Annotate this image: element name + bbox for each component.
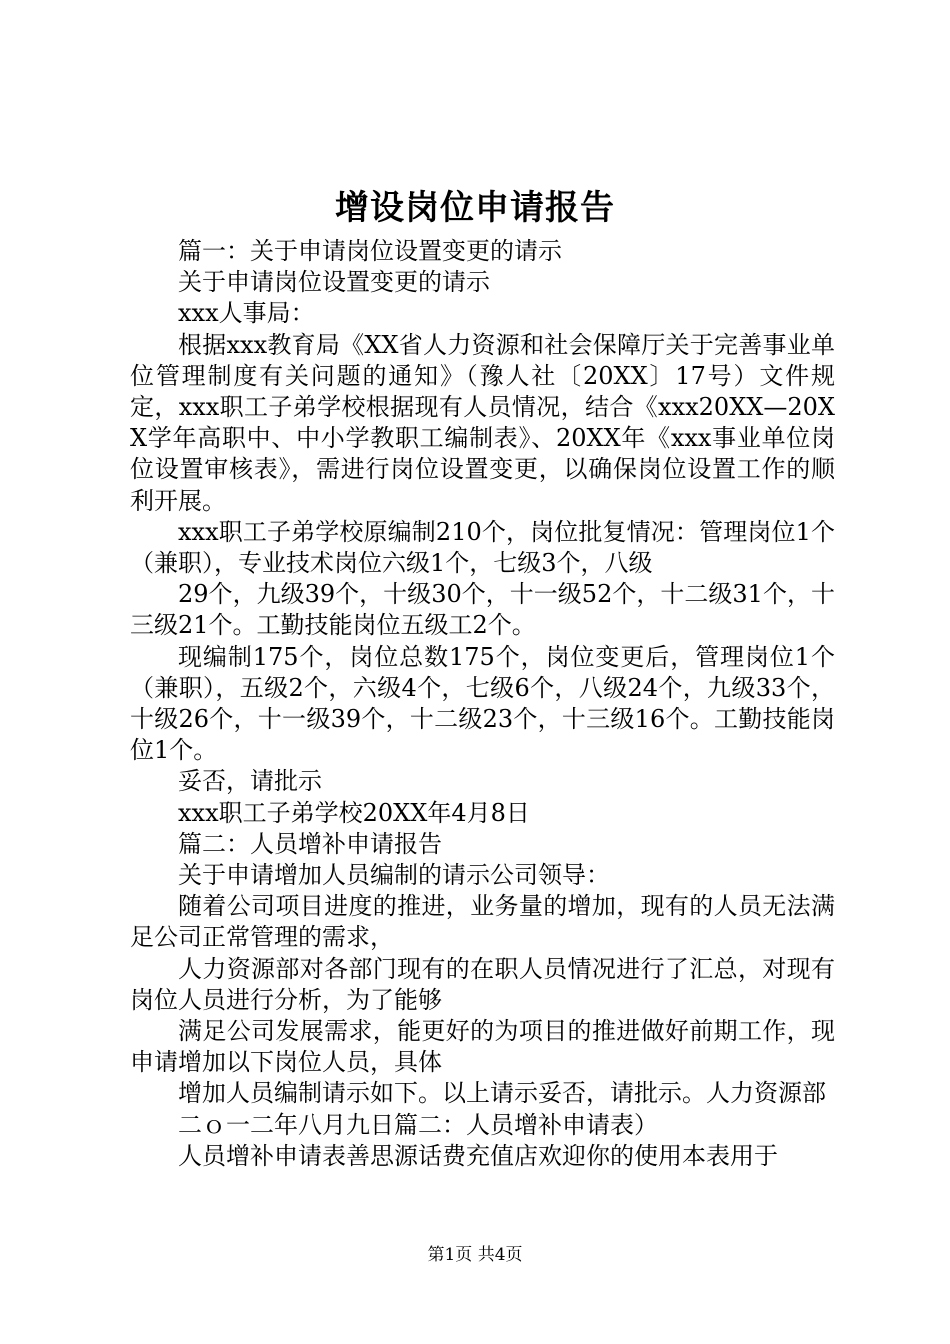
- section-heading: 篇二：人员增补申请报告: [178, 829, 442, 858]
- salutation: xxx人事局：: [178, 299, 315, 328]
- paragraph: 人力资源部对各部门现有的在职人员情况进行了汇总，对现有岗位人员进行分析，为了能够: [130, 954, 835, 1014]
- paragraph: xxx职工子弟学校原编制210个，岗位批复情况：管理岗位1个（兼职），专业技术岗位六级1个，七级3个，八级: [130, 517, 835, 578]
- salutation: 关于申请增加人员编制的请示公司领导：: [178, 861, 610, 890]
- paragraph: 二ｏ一二年八月九日篇二：人员增补申请表）: [178, 1110, 658, 1139]
- page-indicator: 第1页 共4页: [427, 1245, 523, 1265]
- signature-line: xxx职工子弟学校20XX年4月8日: [178, 798, 530, 827]
- paragraph: 29个，九级39个，十级30个，十一级52个，十二级31个，十三级21个。工勤技能岗位五级工2个。: [130, 580, 835, 640]
- section-heading: 篇一：关于申请岗位设置变更的请示: [178, 237, 562, 265]
- document-title: 增设岗位申请报告: [335, 188, 615, 228]
- paragraph: 关于申请岗位设置变更的请示: [178, 268, 490, 297]
- paragraph: 人员增补申请表善思源话费充值店欢迎你的使用本表用于: [178, 1141, 778, 1170]
- paragraph: 现编制175个，岗位总数175个，岗位变更后，管理岗位1个（兼职），五级2个，六级4个，七级6个，八级24个，九级33个，十级26个，十一级39个，十二级23个，十三级16个。工勤技能岗位1个。: [130, 642, 835, 765]
- document-body: [130, 236, 835, 1172]
- paragraph: 妥否，请批示: [178, 767, 322, 796]
- paragraph: 随着公司项目进度的推进，业务量的增加，现有的人员无法满足公司正常管理的需求，: [130, 892, 835, 952]
- paragraph: 根据xxx教育局《XX省人力资源和社会保障厅关于完善事业单位管理制度有关问题的通知》（豫人社〔20XX〕17号）文件规定，xxx职工子弟学校根据现有人员情况，结合《xxx20XX—20XX学年高职中、中小学教职工编制表》、20XX年《xxx事业单位岗位设置审核表》，需进行岗位设置变更，以确保岗位设置工作的顺利开展。: [130, 330, 835, 515]
- paragraph: 满足公司发展需求，能更好的为项目的推进做好前期工作，现申请增加以下岗位人员，具体: [130, 1017, 835, 1077]
- paragraph: 增加人员编制请示如下。以上请示妥否，请批示。人力资源部: [178, 1079, 826, 1108]
